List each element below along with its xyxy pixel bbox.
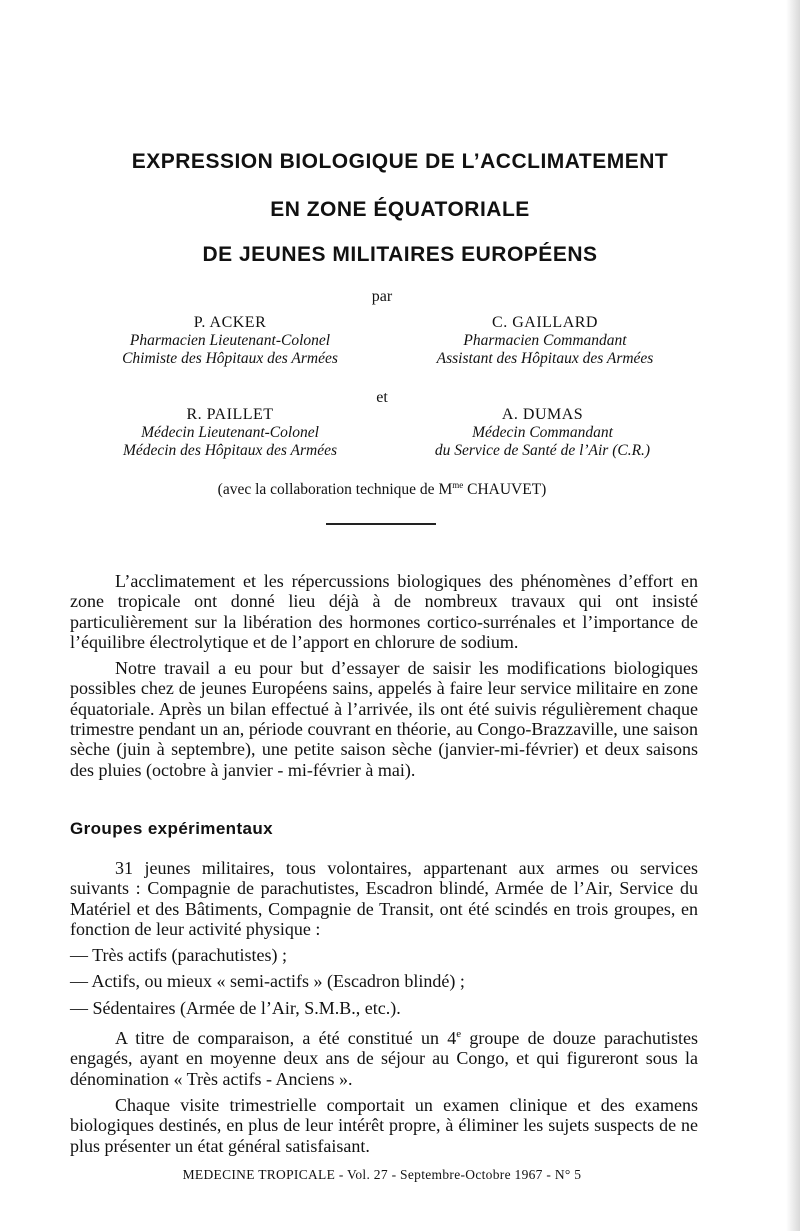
collaboration-text: (avec la collaboration technique de M xyxy=(217,481,453,499)
groups-paragraph-3: Chaque visite trimestrielle comportait un examen clinique et des examens biologiques destinés, en plus de leur intérêt propre, à éliminer les sujets suspects de ne plus présenter un état général satisfaisant. xyxy=(70,1094,698,1156)
groups-paragraph-1: 31 jeunes militaires, tous volontaires, appartenant aux armes ou services suivants : Compagnie de parachutistes, Escadron blindé, Armée de l’Air, Service du Matériel et des Bâtiments, Compagnie de Transit, ont été scindés en trois groupes, en fonction de leur activité physique : xyxy=(70,858,698,939)
author-gaillard xyxy=(405,314,685,368)
author-role: Assistant des Hôpitaux des Armées xyxy=(436,350,654,367)
separator-rule xyxy=(326,523,436,525)
author-paillet xyxy=(95,406,365,460)
author-role: Médecin Commandant xyxy=(472,424,613,441)
author-role: Pharmacien Lieutenant-Colonel xyxy=(129,332,331,349)
section-heading: Groupes expérimentaux xyxy=(70,819,274,838)
groups-paragraph-2-end: groupe de douze parachutistes engagés, ayant en moyenne deux ans de séjour au Congo, et qui figureront sous la dénomination « Très actifs - Anciens ». xyxy=(70,1028,698,1089)
title-line-2: EN ZONE ÉQUATORIALE xyxy=(270,198,530,221)
ordinal-superscript: e xyxy=(456,1028,462,1041)
author-name: P. ACKER xyxy=(193,314,267,331)
groups-paragraph-2 xyxy=(70,1024,698,1089)
by-label: par xyxy=(371,288,393,305)
author-name: A. DUMAS xyxy=(501,406,584,423)
groups-section xyxy=(70,858,698,1162)
author-dumas xyxy=(400,406,685,460)
title-line-3: DE JEUNES MILITAIRES EUROPÉENS xyxy=(202,243,598,266)
and-label: et xyxy=(376,389,388,406)
author-role: Médecin des Hôpitaux des Armées xyxy=(122,442,338,459)
author-role: du Service de Santé de l’Air (C.R.) xyxy=(434,442,651,459)
collaboration-name: CHAUVET) xyxy=(463,481,547,499)
intro-paragraph-1: L’acclimatement et les répercussions biologiques des phénomènes d’effort en zone tropicale ont donné lieu déjà à de nombreux travaux qui ont insisté particulièrement sur la libération des hormones cortico-surrénales et l’importance de l’équilibre électrolytique et de l’apport en chlorure de sodium. xyxy=(70,571,698,652)
author-role: Médecin Lieutenant-Colonel xyxy=(141,424,319,441)
intro-section xyxy=(70,571,698,786)
intro-paragraph-2: Notre travail a eu pour but d’essayer de saisir les modifications biologiques possibles chez de jeunes Européens sains, appelés à faire leur service militaire en zone équatoriale. Après un bilan effectué à l’arrivée, ils ont été suivis régulièrement chaque trimestre pendant un an, période couvrant en théorie, au Congo-Brazzaville, une saison sèche (juin à septembre), une petite saison sèche (janvier-mi-février) et deux saisons des pluies (octobre à janvier - mi-février à mai). xyxy=(70,658,698,780)
groups-paragraph-2-start: A titre de comparaison, a été constitué un 4 xyxy=(115,1028,457,1049)
title-line-1: EXPRESSION BIOLOGIQUE DE L’ACCLIMATEMENT xyxy=(131,150,669,173)
list-item: — Très actifs (parachutistes) ; xyxy=(70,945,287,966)
author-role: Pharmacien Commandant xyxy=(463,332,627,349)
collaboration-superscript: me xyxy=(452,480,464,490)
collaboration-note xyxy=(0,480,764,499)
page-edge-shadow xyxy=(786,0,800,1231)
list-item: — Sédentaires (Armée de l’Air, S.M.B., etc.). xyxy=(70,997,401,1018)
list-item: — Actifs, ou mieux « semi-actifs » (Escadron blindé) ; xyxy=(70,971,465,992)
journal-footer: MEDECINE TROPICALE - Vol. 27 - Septembre-Octobre 1967 - N° 5 xyxy=(182,1167,582,1182)
author-acker xyxy=(95,314,365,368)
author-name: R. PAILLET xyxy=(186,406,274,423)
author-name: C. GAILLARD xyxy=(492,314,598,331)
author-role: Chimiste des Hôpitaux des Armées xyxy=(122,350,338,367)
